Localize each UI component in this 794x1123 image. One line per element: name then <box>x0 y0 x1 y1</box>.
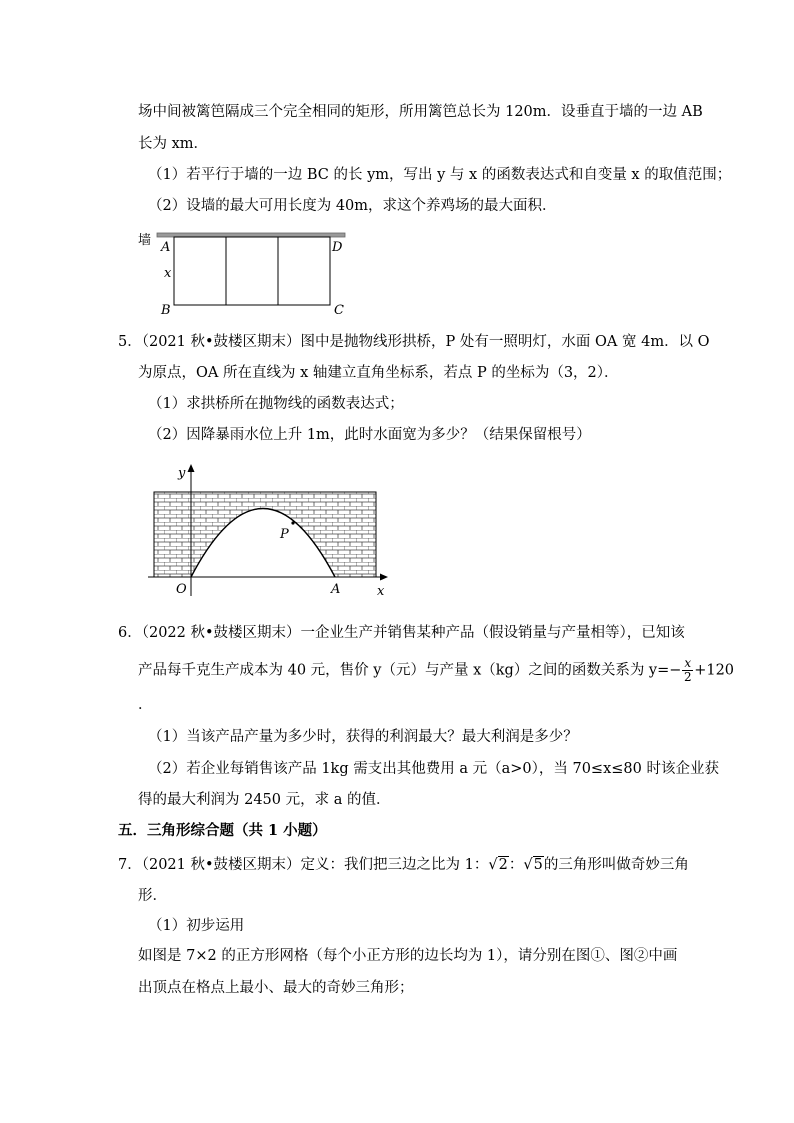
q7-line-1-tail: 的三角形叫做奇妙三角 <box>543 857 689 873</box>
q5-line-2: 为原点，OA 所在直线为 x 轴建立直角坐标系，若点 P 的坐标为（3，2）． <box>138 365 619 381</box>
q6-fraction-numerator: x <box>684 656 692 670</box>
q4-line-1: 场中间被篱笆隔成三个完全相同的矩形，所用篱笆总长为 120m．设垂直于墙的一边 AB <box>138 104 703 120</box>
point-P <box>291 521 294 524</box>
q5-subquestion-2: （2）因降暴雨水位上升 1m，此时水面宽为多少？（结果保留根号） <box>148 427 591 443</box>
q6-line-3: ． <box>138 697 153 713</box>
q6-fraction-denominator: 2 <box>683 670 692 684</box>
q4-line-2: 长为 xm． <box>138 136 209 152</box>
q5-line-1: 5．（2021 秋•鼓楼区期末）图中是抛物线形拱桥，P 处有一照明灯，水面 OA 宽 4m．以 O <box>118 334 710 350</box>
q7-subquestion-1: （1）初步运用 <box>148 918 245 934</box>
section-5-title: 五．三角形综合题（共 1 小题） <box>118 822 327 839</box>
label-D: D <box>332 240 343 255</box>
q7-line-1 <box>118 855 689 875</box>
q4-subquestion-1: （1）若平行于墙的一边 BC 的长 ym，写出 y 与 x 的函数表达式和自变量 x 的取值范围； <box>148 167 732 183</box>
q4-fence-figure <box>136 226 356 322</box>
y-axis-arrow <box>188 464 195 472</box>
q7-sqrt-2-radicand: 2 <box>498 857 508 873</box>
brick-wall <box>154 492 376 577</box>
q6-line-2-text: 产品每千克生产成本为 40 元，售价 y（元）与产量 x（kg）之间的函数关系为 y=− <box>138 662 682 679</box>
q5-subquestion-1: （1）求拱桥所在抛物线的函数表达式； <box>148 396 404 412</box>
wall-label: 墙 <box>138 233 152 248</box>
q5-bridge-figure <box>140 458 400 600</box>
q6-line-2 <box>138 657 734 684</box>
wall <box>157 233 345 237</box>
q7-line-3: 如图是 7×2 的正方形网格（每个小正方形的边长均为 1），请分别在图①、图②中画 <box>138 948 678 964</box>
q6-line-2-tail: +120 <box>694 662 735 679</box>
q7-separator: ： <box>508 857 524 873</box>
q7-line-2: 形． <box>138 888 167 904</box>
label-B: B <box>161 303 171 318</box>
q6-subquestion-2: （2）若企业每销售该产品 1kg 需支出其他费用 a 元（a>0），当 70≤x≤80 时该企业获 <box>148 761 719 777</box>
label-x: x <box>377 584 385 599</box>
fence-outline <box>174 237 330 305</box>
label-y: y <box>178 466 186 481</box>
x-axis-arrow <box>380 574 388 581</box>
q4-subquestion-2: （2）设墙的最大可用长度为 40m，求这个养鸡场的最大面积． <box>148 198 557 214</box>
q6-subquestion-2-cont: 得的最大利润为 2450 元，求 a 的值． <box>138 792 391 808</box>
label-A: A <box>331 582 341 597</box>
label-C: C <box>334 303 344 318</box>
q7-sqrt-5: √5 <box>523 857 543 873</box>
q7-sqrt-2: √2 <box>488 857 508 873</box>
q6-fraction <box>682 657 693 684</box>
q7-line-4: 出顶点在格点上最小、最大的奇妙三角形； <box>138 980 414 996</box>
label-P: P <box>280 527 289 542</box>
q7-line-1-text: 7．（2021 秋•鼓楼区期末）定义：我们把三边之比为 1： <box>118 857 489 873</box>
label-A: A <box>161 240 171 255</box>
label-x: x <box>164 266 172 281</box>
label-O: O <box>176 582 187 597</box>
q6-line-1: 6．（2022 秋•鼓楼区期末）一企业生产并销售某种产品（假设销量与产量相等），已知该 <box>118 625 685 641</box>
q6-subquestion-1: （1）当该产品产量为多少时，获得的利润最大？最大利润是多少？ <box>148 729 578 745</box>
q7-sqrt-5-radicand: 5 <box>533 857 543 873</box>
